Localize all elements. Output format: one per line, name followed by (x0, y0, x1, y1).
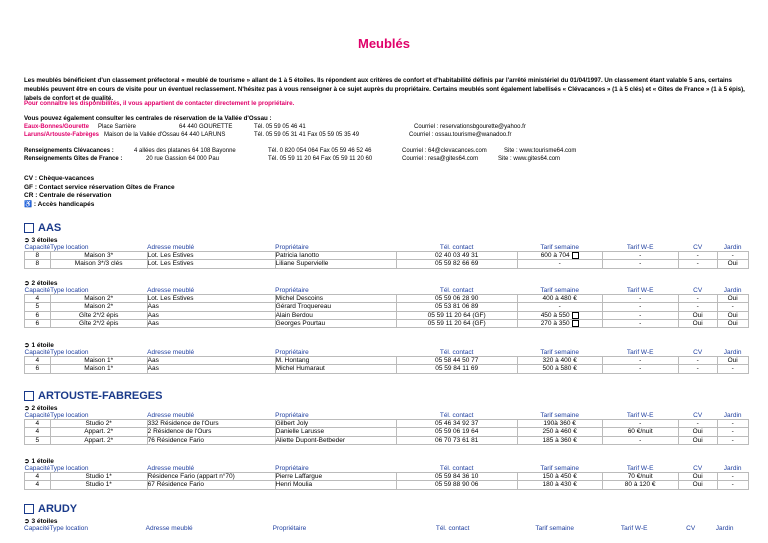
wheelchair-icon: ♿ (24, 200, 33, 208)
table-cell: Oui (678, 319, 717, 327)
legend (24, 175, 175, 209)
square-icon (572, 312, 579, 319)
stars-heading (24, 236, 754, 244)
table-cell: Henri Moulia (275, 481, 396, 489)
table-cell: Oui (717, 357, 748, 365)
column-header: Tél. contact (439, 412, 474, 419)
table-cell: 5 (25, 303, 51, 311)
table-cell: 450 à 550 (517, 311, 602, 319)
table-cell: - (602, 260, 678, 268)
table-cell: Aliette Dupont-Betbeder (275, 436, 396, 444)
column-header: Capacité (24, 244, 51, 251)
table-cell: 6 (25, 311, 51, 319)
column-header: Tarif semaine (540, 465, 579, 472)
stars-label: 2 étoiles (31, 405, 58, 412)
table-cell: Studio 1* (50, 473, 147, 481)
section-4 (24, 455, 754, 490)
gites-site[interactable]: Site : www.gites64.com (498, 156, 561, 162)
table-cell: 76 Résidence Fario (147, 436, 275, 444)
clev-label: Renseignements Clévacances : (24, 148, 114, 154)
checkbox-icon (24, 504, 34, 514)
column-header: Type location (50, 287, 89, 294)
column-header: Propriétaire (275, 244, 309, 251)
column-header: Jardin (715, 525, 734, 532)
table-cell: 270 à 350 (517, 319, 602, 327)
arrow-icon: ➲ (24, 518, 30, 525)
table-cell: 05 59 88 90 06 (396, 481, 517, 489)
table-cell: Danielle Larusse (275, 428, 396, 436)
table-cell: 05 53 81 06 89 (396, 303, 517, 311)
column-header: CV (693, 244, 703, 251)
table-row (25, 357, 749, 365)
stars-heading (24, 279, 754, 287)
table-cell: Studio 1* (50, 481, 147, 489)
table-row (25, 319, 749, 327)
table-cell: Lot. Les Estives (147, 295, 275, 303)
stars-label: 3 étoiles (31, 518, 58, 525)
table-cell: Maison 2* (50, 295, 147, 303)
table-cell: Oui (678, 428, 717, 436)
table-cell: 60 €/nuit (602, 428, 678, 436)
table-cell: Appart. 2* (50, 436, 147, 444)
table-cell: Patricia Ianotto (275, 252, 396, 260)
table-cell: 70 €/nuit (602, 473, 678, 481)
table-cell: Lot. Les Estives (147, 260, 275, 268)
table-cell: - (602, 436, 678, 444)
table-cell: - (602, 295, 678, 303)
listing-table (24, 412, 749, 445)
table-cell: Michel Humaraut (275, 365, 396, 373)
column-header: Tarif W-E (626, 244, 654, 251)
table-cell: 190à 360 € (517, 420, 602, 428)
square-icon (572, 320, 579, 327)
table-cell: 250 à 460 € (517, 428, 602, 436)
table-cell: Michel Descoins (275, 295, 396, 303)
city-name: ARUDY (38, 503, 78, 515)
table-cell: 8 (25, 260, 51, 268)
table-row (25, 473, 749, 481)
eaux-cp: 64 440 GOURETTE (179, 124, 233, 130)
stars-label: 1 étoile (31, 458, 54, 465)
table-cell: - (678, 357, 717, 365)
column-header: Jardin (723, 244, 742, 251)
table-cell: 6 (25, 319, 51, 327)
table-cell: 150 à 450 € (517, 473, 602, 481)
column-header: Tarif W-E (626, 287, 654, 294)
centrales-text: Vous pouvez également consulter les centrales de réservation de la Vallée d'Ossau : (24, 115, 272, 122)
eaux-addr: Place Sarrière (98, 124, 137, 130)
table-cell: 05 46 34 92 37 (396, 420, 517, 428)
contact-labels (24, 147, 754, 167)
table-cell: 400 à 480 € (517, 295, 602, 303)
table-row (25, 295, 749, 303)
column-header: Tarif W-E (626, 465, 654, 472)
gites-addr: 20 rue Gassion 64 000 Pau (146, 156, 220, 162)
intro-text: Les meublés bénéficient d'un classement préfectoral « meublé de tourisme » allant de 1 à 5 étoiles. Ils répondent aux critères de confort et d'habitabilité définis par l'arrêté ministériel du 01/04/1997. Un classement étant valable 5 ans, certains meublés peuvent être en cours de visite pour un éventuel reclassement. N'hésitez pas à vous renseigner à ce sujet auprès du propriétaire. Certains meublés sont également labellisés « Clévacances » (1 à 5 clés) et « Gîtes de France » (1 à 5 épis), labels de confort et de qualité. (24, 77, 745, 102)
table-cell: 05 59 06 28 90 (396, 295, 517, 303)
table-cell: 185 à 360 € (517, 436, 602, 444)
table-cell: Aas (147, 303, 275, 311)
column-header: Propriétaire (275, 465, 309, 472)
table-cell: 05 59 06 19 64 (396, 428, 517, 436)
column-header: Propriétaire (275, 349, 309, 356)
table-cell: Oui (678, 311, 717, 319)
table-cell: Gîte 2*/2 épis (50, 311, 147, 319)
table-cell: Alain Berdou (275, 311, 396, 319)
column-header: Tarif semaine (540, 244, 579, 251)
listing-table (24, 287, 749, 328)
column-header: Adresse meublé (147, 244, 195, 251)
listing-table (24, 244, 749, 269)
stars-label: 2 étoiles (31, 280, 58, 287)
gites-label: Renseignements Gîtes de France : (24, 156, 123, 162)
column-header: Propriétaire (272, 525, 307, 532)
column-header: Adresse meublé (147, 412, 195, 419)
table-cell: 4 (25, 295, 51, 303)
table-cell: 500 à 580 € (517, 365, 602, 373)
table-cell: 80 à 120 € (602, 481, 678, 489)
column-header: Tél. contact (439, 465, 474, 472)
table-row (25, 365, 749, 373)
laruns-tel: Tél. 05 59 05 31 41 Fax 05 59 05 35 49 (254, 132, 360, 138)
table-cell: - (717, 303, 748, 311)
table-cell: 2 Résidence de l'Ours (147, 428, 275, 436)
listing-table (24, 525, 740, 532)
column-header: Adresse meublé (147, 349, 195, 356)
table-cell: 67 Résidence Fario (147, 481, 275, 489)
column-header: Tél. contact (439, 244, 474, 251)
column-header: CV (693, 412, 703, 419)
eaux-tel: Tél. 05 59 05 46 41 (254, 124, 306, 130)
column-header: Type location (50, 244, 89, 251)
table-cell: - (678, 252, 717, 260)
table-cell: - (717, 252, 748, 260)
column-header: Jardin (723, 287, 742, 294)
column-header: Tarif semaine (535, 525, 574, 532)
table-cell: Maison 2* (50, 303, 147, 311)
table-cell: - (678, 260, 717, 268)
column-header: Tarif semaine (540, 349, 579, 356)
table-cell: Aas (147, 319, 275, 327)
table-cell: 05 58 44 50 77 (396, 357, 517, 365)
table-cell: - (517, 303, 602, 311)
table-cell: Oui (717, 319, 748, 327)
table-cell: - (678, 295, 717, 303)
column-header: CV (693, 287, 703, 294)
column-header: Tarif semaine (540, 412, 579, 419)
contact-eaux-laruns (24, 123, 754, 143)
table-cell: Oui (678, 481, 717, 489)
table-cell: Oui (717, 295, 748, 303)
table-cell: - (717, 428, 748, 436)
table-cell: 02 40 03 49 31 (396, 252, 517, 260)
table-cell: 05 59 82 66 69 (396, 260, 517, 268)
column-header: Adresse meublé (147, 465, 195, 472)
legend-cv: CV : Chèque-vacances (24, 175, 95, 182)
gites-mail[interactable]: Courriel : resa@gites64.com (402, 156, 479, 162)
arrow-icon: ➲ (24, 237, 30, 244)
table-cell: 06 70 73 61 81 (396, 436, 517, 444)
stars-heading (24, 517, 754, 525)
table-cell: - (717, 420, 748, 428)
column-header: CV (693, 349, 703, 356)
table-cell: - (678, 365, 717, 373)
city-heading (24, 222, 754, 234)
checkbox-icon (24, 391, 34, 401)
city-heading (24, 390, 754, 402)
table-cell: 4 (25, 357, 51, 365)
table-cell: Résidence Fario (appart n°70) (147, 473, 275, 481)
table-row (25, 428, 749, 436)
section-3 (24, 390, 754, 445)
table-cell: Oui (678, 473, 717, 481)
legend-handicap: ♿ : Accès handicapés (24, 200, 95, 208)
table-cell: - (678, 420, 717, 428)
table-cell: 05 59 84 36 10 (396, 473, 517, 481)
column-header: Capacité (24, 465, 51, 472)
table-cell: 5 (25, 436, 51, 444)
table-cell: Oui (717, 260, 748, 268)
section-0 (24, 222, 754, 269)
column-header: Type location (50, 349, 89, 356)
stars-label: 1 étoile (31, 342, 54, 349)
table-cell: 4 (25, 473, 51, 481)
listing-table (24, 349, 749, 374)
column-header: Tarif W-E (620, 525, 648, 532)
table-cell: 180 à 430 € (517, 481, 602, 489)
table-cell: Maison 3* (50, 252, 147, 260)
table-cell: 4 (25, 428, 51, 436)
table-row (25, 260, 749, 268)
table-cell: - (602, 365, 678, 373)
city-heading (24, 503, 754, 515)
table-cell: 05 59 11 20 64 (GF) (396, 311, 517, 319)
column-header: Capacité (24, 525, 50, 532)
column-header: Tél. contact (439, 349, 474, 356)
table-cell: - (602, 303, 678, 311)
stars-heading (24, 404, 754, 412)
table-row (25, 303, 749, 311)
table-cell: 6 (25, 365, 51, 373)
arrow-icon: ➲ (24, 458, 30, 465)
column-header: Jardin (723, 412, 742, 419)
column-header: Tarif semaine (540, 287, 579, 294)
table-cell: Gilbert Joly (275, 420, 396, 428)
table-cell: - (602, 311, 678, 319)
legend-gf: GF : Contact service réservation Gîtes de France (24, 183, 175, 191)
table-cell: Aas (147, 311, 275, 319)
table-cell: 4 (25, 481, 51, 489)
square-icon (572, 252, 579, 259)
gites-tel: Tél. 05 59 11 20 64 Fax 05 59 11 20 60 (268, 156, 373, 162)
column-header: CV (693, 465, 703, 472)
column-header: Jardin (723, 465, 742, 472)
column-header: CV (686, 525, 696, 532)
clev-tel: Tél. 0 820 054 064 Fax 05 59 46 52 46 (268, 148, 372, 154)
table-cell: - (717, 473, 748, 481)
table-cell: 05 59 11 20 64 (GF) (396, 319, 517, 327)
stars-heading (24, 341, 754, 349)
table-cell: - (717, 365, 748, 373)
table-cell: Aas (147, 365, 275, 373)
dispo-text: Pour connaître les disponibilités, il vous appartient de contacter directement le propriétaire. (24, 100, 295, 107)
column-header: Propriétaire (275, 412, 309, 419)
laruns-addr: Maison de la Vallée d'Ossau 64 440 LARUNS (104, 132, 226, 138)
arrow-icon: ➲ (24, 405, 30, 412)
arrow-icon: ➲ (24, 342, 30, 349)
eaux-mail[interactable]: Courriel : reservationsbgourette@yahoo.fr (414, 124, 526, 130)
table-cell: 320 à 400 € (517, 357, 602, 365)
table-cell: Oui (678, 436, 717, 444)
table-cell: Maison 1* (50, 357, 147, 365)
table-cell: 600 à 704 (517, 252, 602, 260)
laruns-mail[interactable]: Courriel : ossau.tourisme@wanadoo.fr (409, 132, 512, 138)
column-header: Propriétaire (275, 287, 309, 294)
column-header: Adresse meublé (145, 525, 193, 532)
page-title: Meublés (357, 36, 410, 51)
laruns-label: Laruns/Artouste-Fabrèges (24, 132, 100, 138)
table-cell: Maison 3*/3 clés (50, 260, 147, 268)
arrow-icon: ➲ (24, 280, 30, 287)
column-header: Type location (50, 412, 89, 419)
table-cell: M. Hontang (275, 357, 396, 365)
table-cell: 4 (25, 420, 51, 428)
clev-mail[interactable]: Courriel : 64@clevacances.com (402, 148, 487, 154)
city-name: AAS (38, 222, 62, 234)
table-cell: - (602, 252, 678, 260)
table-cell: Georges Pourtau (275, 319, 396, 327)
column-header: Type location (50, 465, 89, 472)
city-name: ARTOUSTE-FABREGES (38, 390, 163, 402)
column-header: Tarif W-E (626, 349, 654, 356)
column-header: Tél. contact (435, 525, 470, 532)
section-1 (24, 277, 754, 328)
table-cell: Studio 2* (50, 420, 147, 428)
checkbox-icon (24, 223, 34, 233)
table-row (25, 252, 749, 260)
column-header: Capacité (24, 287, 51, 294)
clev-site[interactable]: Site : www.tourisme64.com (504, 148, 577, 154)
column-header: Capacité (24, 412, 51, 419)
stars-label: 3 étoiles (31, 237, 58, 244)
table-cell: Lot. Les Estives (147, 252, 275, 260)
table-cell: - (717, 481, 748, 489)
table-cell: - (517, 260, 602, 268)
table-cell: - (717, 436, 748, 444)
table-cell: Liliane Supervielle (275, 260, 396, 268)
table-cell: - (602, 420, 678, 428)
eaux-label: Eaux-Bonnes/Gourette (24, 124, 90, 130)
table-cell: Oui (717, 311, 748, 319)
column-header: Capacité (24, 349, 51, 356)
table-cell: 8 (25, 252, 51, 260)
column-header: Type location (49, 525, 88, 532)
column-header: Tél. contact (439, 287, 474, 294)
table-cell: Appart. 2* (50, 428, 147, 436)
column-header: Adresse meublé (147, 287, 195, 294)
section-2 (24, 339, 754, 374)
column-header: Tarif W-E (626, 412, 654, 419)
table-row (25, 420, 749, 428)
table-row (25, 311, 749, 319)
table-cell: - (678, 303, 717, 311)
table-cell: Maison 1* (50, 365, 147, 373)
table-row (25, 436, 749, 444)
section-5 (24, 503, 754, 532)
table-cell: - (602, 319, 678, 327)
table-cell: Gérard Troquereau (275, 303, 396, 311)
table-cell: - (602, 357, 678, 365)
table-cell: Gîte 2*/2 épis (50, 319, 147, 327)
clev-addr: 4 allées des platanes 64 108 Bayonne (134, 148, 236, 154)
table-cell: Aas (147, 357, 275, 365)
column-header: Jardin (723, 349, 742, 356)
table-cell: 05 59 84 11 69 (396, 365, 517, 373)
legend-cr: CR : Centrale de réservation (24, 192, 112, 199)
table-cell: 332 Résidence de l'Ours (147, 420, 275, 428)
listing-table (24, 465, 749, 490)
table-cell: Pierre Laffargue (275, 473, 396, 481)
stars-heading (24, 457, 754, 465)
table-row (25, 481, 749, 489)
